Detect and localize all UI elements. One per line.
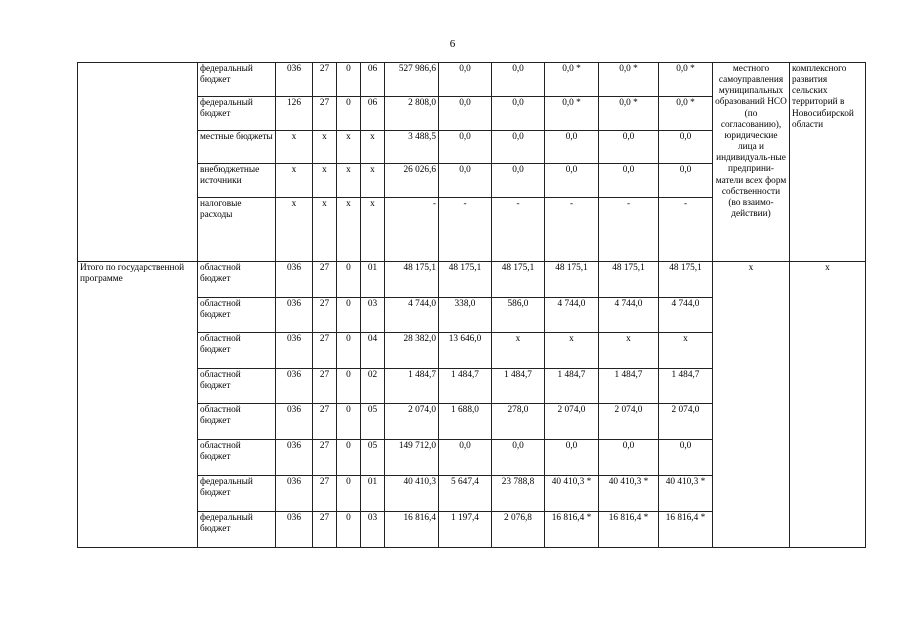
value-cell: х — [545, 333, 599, 369]
grbs-cell: х — [276, 164, 313, 198]
pr-cell: 0 — [337, 440, 361, 476]
pr-cell: 0 — [337, 512, 361, 548]
pr-cell: 0 — [337, 63, 361, 97]
value-cell: - — [545, 198, 599, 262]
value-cell: 1 484,7 — [545, 369, 599, 404]
value-cell: 40 410,3 — [385, 476, 439, 512]
funding-source-cell: областной бюджет — [198, 262, 276, 298]
value-cell: 48 175,1 — [439, 262, 492, 298]
funding-source-cell: федеральный бюджет — [198, 512, 276, 548]
pr-cell: 0 — [337, 476, 361, 512]
rz-cell: 27 — [313, 369, 337, 404]
value-cell: 48 175,1 — [385, 262, 439, 298]
value-cell: - — [599, 198, 659, 262]
value-cell: 0,0 — [599, 440, 659, 476]
value-cell: 48 175,1 — [659, 262, 713, 298]
grbs-cell: 036 — [276, 440, 313, 476]
rz-cell: 27 — [313, 63, 337, 97]
table-row — [78, 262, 866, 298]
executor-cell: местного самоуправления муниципальных образований НСО (по согласованию), юридические лица и индивидуаль-ные предприни-матели всех форм собственности (во взаимо-действии) — [713, 63, 790, 262]
funding-source-cell: налоговые расходы — [198, 198, 276, 262]
pr-cell: 0 — [337, 369, 361, 404]
funding-source-cell: федеральный бюджет — [198, 97, 276, 131]
csr-cell: х — [361, 198, 385, 262]
rz-cell: 27 — [313, 440, 337, 476]
value-cell: х — [492, 333, 545, 369]
value-cell: 2 808,0 — [385, 97, 439, 131]
grbs-cell: 036 — [276, 369, 313, 404]
program-cell — [78, 63, 198, 262]
value-cell: 0,0 — [439, 440, 492, 476]
value-cell: 40 410,3 * — [545, 476, 599, 512]
rz-cell: х — [313, 198, 337, 262]
grbs-cell: 126 — [276, 97, 313, 131]
value-cell: 0,0 — [659, 164, 713, 198]
grbs-cell: 036 — [276, 63, 313, 97]
value-cell: 0,0 — [439, 131, 492, 164]
value-cell: 16 816,4 * — [545, 512, 599, 548]
value-cell: 0,0 — [492, 97, 545, 131]
funding-source-cell: областной бюджет — [198, 369, 276, 404]
value-cell: 0,0 — [659, 131, 713, 164]
pr-cell: 0 — [337, 97, 361, 131]
value-cell: 16 816,4 * — [659, 512, 713, 548]
goal-cell: х — [790, 262, 866, 548]
csr-cell: 05 — [361, 440, 385, 476]
rz-cell: 27 — [313, 298, 337, 333]
value-cell: 3 488,5 — [385, 131, 439, 164]
value-cell: 13 646,0 — [439, 333, 492, 369]
page-number: 6 — [449, 38, 456, 50]
csr-cell: 06 — [361, 97, 385, 131]
value-cell: 16 816,4 * — [599, 512, 659, 548]
rz-cell: 27 — [313, 476, 337, 512]
value-cell: 149 712,0 — [385, 440, 439, 476]
value-cell: 0,0 — [492, 63, 545, 97]
rz-cell: х — [313, 131, 337, 164]
grbs-cell: 036 — [276, 512, 313, 548]
csr-cell: 04 — [361, 333, 385, 369]
value-cell: 48 175,1 — [599, 262, 659, 298]
value-cell: х — [659, 333, 713, 369]
csr-cell: 06 — [361, 63, 385, 97]
pr-cell: х — [337, 198, 361, 262]
value-cell: 16 816,4 — [385, 512, 439, 548]
value-cell: 1 688,0 — [439, 404, 492, 440]
csr-cell: х — [361, 131, 385, 164]
value-cell: 1 484,7 — [599, 369, 659, 404]
value-cell: 5 647,4 — [439, 476, 492, 512]
value-cell: 4 744,0 — [599, 298, 659, 333]
rz-cell: 27 — [313, 333, 337, 369]
rz-cell: 27 — [313, 404, 337, 440]
value-cell: 0,0 — [659, 440, 713, 476]
value-cell: - — [385, 198, 439, 262]
value-cell: 0,0 — [492, 164, 545, 198]
value-cell: 338,0 — [439, 298, 492, 333]
budget-table — [77, 62, 866, 548]
program-cell: Итого по государственной программе — [78, 262, 198, 548]
value-cell: 527 986,6 — [385, 63, 439, 97]
value-cell: 0,0 * — [545, 97, 599, 131]
csr-cell: 03 — [361, 298, 385, 333]
rz-cell: 27 — [313, 512, 337, 548]
funding-source-cell: внебюджетные источники — [198, 164, 276, 198]
pr-cell: х — [337, 131, 361, 164]
value-cell: 2 074,0 — [599, 404, 659, 440]
value-cell: 586,0 — [492, 298, 545, 333]
pr-cell: 0 — [337, 404, 361, 440]
funding-source-cell: областной бюджет — [198, 333, 276, 369]
value-cell: 0,0 * — [659, 63, 713, 97]
value-cell: 0,0 — [545, 164, 599, 198]
value-cell: 4 744,0 — [545, 298, 599, 333]
value-cell: 1 484,7 — [659, 369, 713, 404]
value-cell: 278,0 — [492, 404, 545, 440]
pr-cell: 0 — [337, 333, 361, 369]
csr-cell: х — [361, 164, 385, 198]
table-row — [78, 63, 866, 97]
value-cell: 0,0 — [545, 440, 599, 476]
value-cell: 1 484,7 — [385, 369, 439, 404]
value-cell: - — [439, 198, 492, 262]
funding-source-cell: областной бюджет — [198, 440, 276, 476]
grbs-cell: х — [276, 131, 313, 164]
value-cell: 0,0 — [492, 131, 545, 164]
value-cell: 0,0 * — [659, 97, 713, 131]
pr-cell: х — [337, 164, 361, 198]
value-cell: 26 026,6 — [385, 164, 439, 198]
csr-cell: 05 — [361, 404, 385, 440]
funding-source-cell: федеральный бюджет — [198, 63, 276, 97]
value-cell: 4 744,0 — [385, 298, 439, 333]
pr-cell: 0 — [337, 298, 361, 333]
value-cell: 40 410,3 * — [659, 476, 713, 512]
value-cell: 0,0 — [492, 440, 545, 476]
csr-cell: 02 — [361, 369, 385, 404]
executor-cell: х — [713, 262, 790, 548]
value-cell: 4 744,0 — [659, 298, 713, 333]
value-cell: 2 074,0 — [659, 404, 713, 440]
value-cell: 48 175,1 — [492, 262, 545, 298]
value-cell: 0,0 — [599, 131, 659, 164]
grbs-cell: 036 — [276, 476, 313, 512]
rz-cell: х — [313, 164, 337, 198]
value-cell: 48 175,1 — [545, 262, 599, 298]
funding-source-cell: местные бюджеты — [198, 131, 276, 164]
grbs-cell: 036 — [276, 298, 313, 333]
value-cell: 0,0 — [439, 97, 492, 131]
funding-source-cell: областной бюджет — [198, 404, 276, 440]
pr-cell: 0 — [337, 262, 361, 298]
grbs-cell: 036 — [276, 333, 313, 369]
grbs-cell: 036 — [276, 404, 313, 440]
value-cell: 40 410,3 * — [599, 476, 659, 512]
value-cell: 0,0 * — [599, 97, 659, 131]
value-cell: 1 484,7 — [492, 369, 545, 404]
csr-cell: 03 — [361, 512, 385, 548]
value-cell: 2 074,0 — [385, 404, 439, 440]
csr-cell: 01 — [361, 476, 385, 512]
funding-source-cell: федеральный бюджет — [198, 476, 276, 512]
value-cell: 0,0 * — [599, 63, 659, 97]
value-cell: 28 382,0 — [385, 333, 439, 369]
value-cell: 0,0 — [545, 131, 599, 164]
goal-cell: комплексного развития сельских территорий в Новосибирской области — [790, 63, 866, 262]
value-cell: - — [659, 198, 713, 262]
value-cell: 23 788,8 — [492, 476, 545, 512]
csr-cell: 01 — [361, 262, 385, 298]
value-cell: 0,0 * — [545, 63, 599, 97]
value-cell: 2 074,0 — [545, 404, 599, 440]
value-cell: х — [599, 333, 659, 369]
grbs-cell: 036 — [276, 262, 313, 298]
value-cell: 2 076,8 — [492, 512, 545, 548]
rz-cell: 27 — [313, 97, 337, 131]
value-cell: 0,0 — [439, 63, 492, 97]
grbs-cell: х — [276, 198, 313, 262]
funding-source-cell: областной бюджет — [198, 298, 276, 333]
value-cell: 1 484,7 — [439, 369, 492, 404]
rz-cell: 27 — [313, 262, 337, 298]
value-cell: 1 197,4 — [439, 512, 492, 548]
value-cell: 0,0 — [599, 164, 659, 198]
value-cell: - — [492, 198, 545, 262]
value-cell: 0,0 — [439, 164, 492, 198]
